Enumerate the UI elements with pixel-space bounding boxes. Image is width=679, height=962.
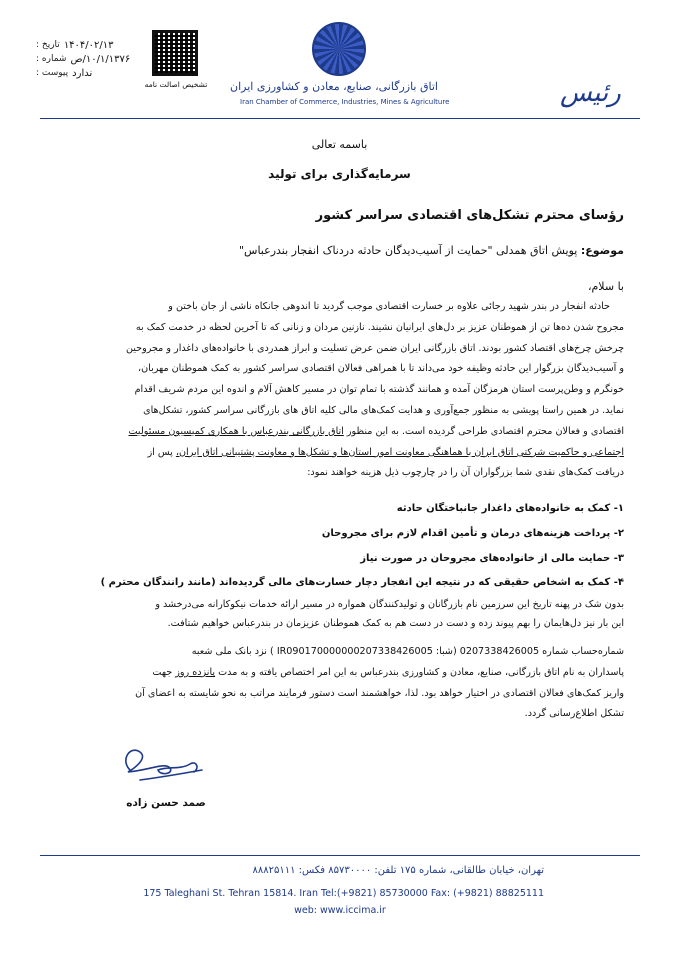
qr-code[interactable] <box>152 30 198 76</box>
p1-line-7 <box>58 422 624 443</box>
attachment-label: پیوست : <box>36 68 69 78</box>
subject-text: پویش اتاق همدلی "حمایت از آسیب‌دیدگان حادثه دردناک انفجار بندرعباس" <box>238 244 578 257</box>
greeting: با سلام، <box>587 280 624 293</box>
list-item-2: ۲- پرداخت هزینه‌های درمان و تأمین اقدام لازم برای مجروحان <box>321 528 624 539</box>
p2-line-2: این بار نیز دل‌هایمان را بهم پیوند زده و دست در دست هم به کمک هموطنان عزیزمان در بندرعباس خواهیم شتافت. <box>167 617 624 629</box>
paragraph-closing <box>58 595 624 632</box>
subject-label: موضوع: <box>580 244 624 257</box>
date-row <box>36 40 136 54</box>
p1-line-2: مجروح شدن ده‌ها تن از هموطنان عزیز بر دل‌های ایرانیان نشیند. نازنین مردان و زنانی که تا آخرین لحظه در خدمت کمک به <box>135 321 624 333</box>
p3-line-2 <box>58 663 624 684</box>
footer-divider <box>40 855 640 856</box>
footer-address-fa: تهران، خیابان طالقانی، شماره ۱۷۵ تلفن: ۸۵۷۳۰۰۰۰ فکس: ۸۸۸۲۵۱۱۱ <box>252 865 544 876</box>
p3-line-2c: جهت <box>152 666 173 678</box>
p3-line-1: شماره‌حساب شماره 0207338426005 (شبا: IR090170000000207338426005 ) نزد بانک ملی شعبه <box>191 646 624 657</box>
attachment-row <box>36 68 136 82</box>
p1-line-7b: اتاق بازرگانی بندرعباس با همکاری کمیسیون مسئولیت <box>128 425 344 437</box>
p1-line-9: دریافت کمک‌های نقدی شما بزرگواران آن را در چارچوب ذیل هزینه خواهند نمود: <box>307 467 624 479</box>
chamber-name-fa: اتاق بازرگانی، صنایع، معادن و کشاورزی ایران <box>230 80 438 93</box>
list-item-3: ۳- حمایت مالی از خانواده‌های مجروحان در صورت نیاز <box>360 553 624 564</box>
subject-line <box>140 244 624 257</box>
p1-line-1: حادثه انفجار در بندر شهید رجائی علاوه بر خسارت اقتصادی موجب گردید تا اندوهی جانکاه ناشی از جان باختن و <box>168 301 610 312</box>
basmala: باسمه تعالی <box>311 138 368 151</box>
footer-web[interactable]: web: www.iccima.ir <box>294 905 386 916</box>
number-row <box>36 54 136 68</box>
signer-name: صمد حسن زاده <box>126 797 206 809</box>
list-item-4: ۴- کمک به اشخاص حقیقی که در نتیجه این انفجار دچار خسارت‌های مالی گردیده‌اند (مانند رانندگان محترم ) <box>100 577 624 588</box>
p3-line-2b: پانزده روز <box>175 666 216 678</box>
list-item-1: ۱- کمک به خانواده‌های داغدار جانباختگان حادثه <box>396 503 624 514</box>
p2-line-1: بدون شک در پهنه تاریخ این سرزمین نام بازرگانان و تولیدکنندگان همواره در مسیر ارائه خدمات نیکوکارانه می‌درخشد و <box>155 599 624 610</box>
paragraph-main <box>58 297 624 484</box>
date-value: ۱۴۰۴/۰۲/۱۳ <box>63 40 114 51</box>
attachment-value: ندارد <box>72 68 93 79</box>
letter-meta <box>36 40 136 82</box>
p3-line-2a: پاسداران به نام اتاق بازرگانی، صنایع، معادن و کشاورزی بندرعباس به این امر اختصاص یافته و به مدت <box>218 666 624 678</box>
p1-line-8 <box>58 443 624 464</box>
raees-title: رئیس <box>560 78 621 108</box>
p3-line-3: واریز کمک‌های فعالان اقتصادی در اختیار خواهد بود. لذا، خواهشمند است دستور فرمایند مراتب به نحو شایسته به اعضای آن <box>135 687 624 699</box>
p3-line-4: تشکل اطلاع‌رسانی گردد. <box>524 708 624 720</box>
paragraph-account <box>58 642 624 725</box>
qr-caption: تشخیص اصالت نامه <box>144 80 208 89</box>
p1-line-7a: اقتصادی و فعالان محترم اقتصادی طراحی گردیده است. به این منظور <box>346 425 624 437</box>
slogan: سرمایه‌گذاری برای تولید <box>268 167 411 181</box>
p1-line-4: و آسیب‌دیدگان بزرگوار این حادثه وظیفه خود می‌داند تا با همراهی فعالان اقتصادی سراسر کشور به کمک هموطنان مهربان، <box>138 363 624 375</box>
chamber-logo-icon <box>312 22 366 76</box>
number-value: ۱۰/۱/۱۳۷۶/ص <box>70 54 131 65</box>
p1-line-5: خونگرم و وطن‌پرست استان هرمزگان آمده و همانند گذشته با تمام توان در مسیر کاهش آلام و اندوه این مردم شریف اقدام <box>134 384 624 396</box>
header-divider <box>40 118 640 119</box>
p1-line-8a: اجتماعی و حاکمیت شرکتی اتاق ایران با هماهنگی معاونت امور استان‌ها و تشکل‌ها و معاونت پشتیبانی اتاق ایران، <box>175 446 624 458</box>
p1-line-8b: پس از <box>147 446 173 458</box>
recipient: رؤسای محترم تشکل‌های اقتصادی سراسر کشور <box>315 208 624 223</box>
signature-image <box>110 740 210 790</box>
date-label: تاریخ : <box>36 40 60 50</box>
chamber-name-en: Iran Chamber of Commerce, Industries, Mines & Agriculture <box>240 98 450 106</box>
p1-line-3: چرخش چرخ‌های اقتصاد کشور بودند. اتاق بازرگانی ایران ضمن عرض تسلیت و ابراز همدردی با خانواده‌های داغدار و مجروحین <box>125 342 624 354</box>
number-label: شماره : <box>36 54 67 64</box>
footer-address-en: 175 Taleghani St. Tehran 15814. Iran Tel:(+9821) 85730000 Fax: (+9821) 88825111 <box>143 888 544 899</box>
p1-line-6: نماید. در همین راستا پویشی به منظور جمع‌آوری و هدایت کمک‌های مالی کلیه اتاق های بازرگانی سراسر کشور، تشکل‌های <box>143 404 624 416</box>
